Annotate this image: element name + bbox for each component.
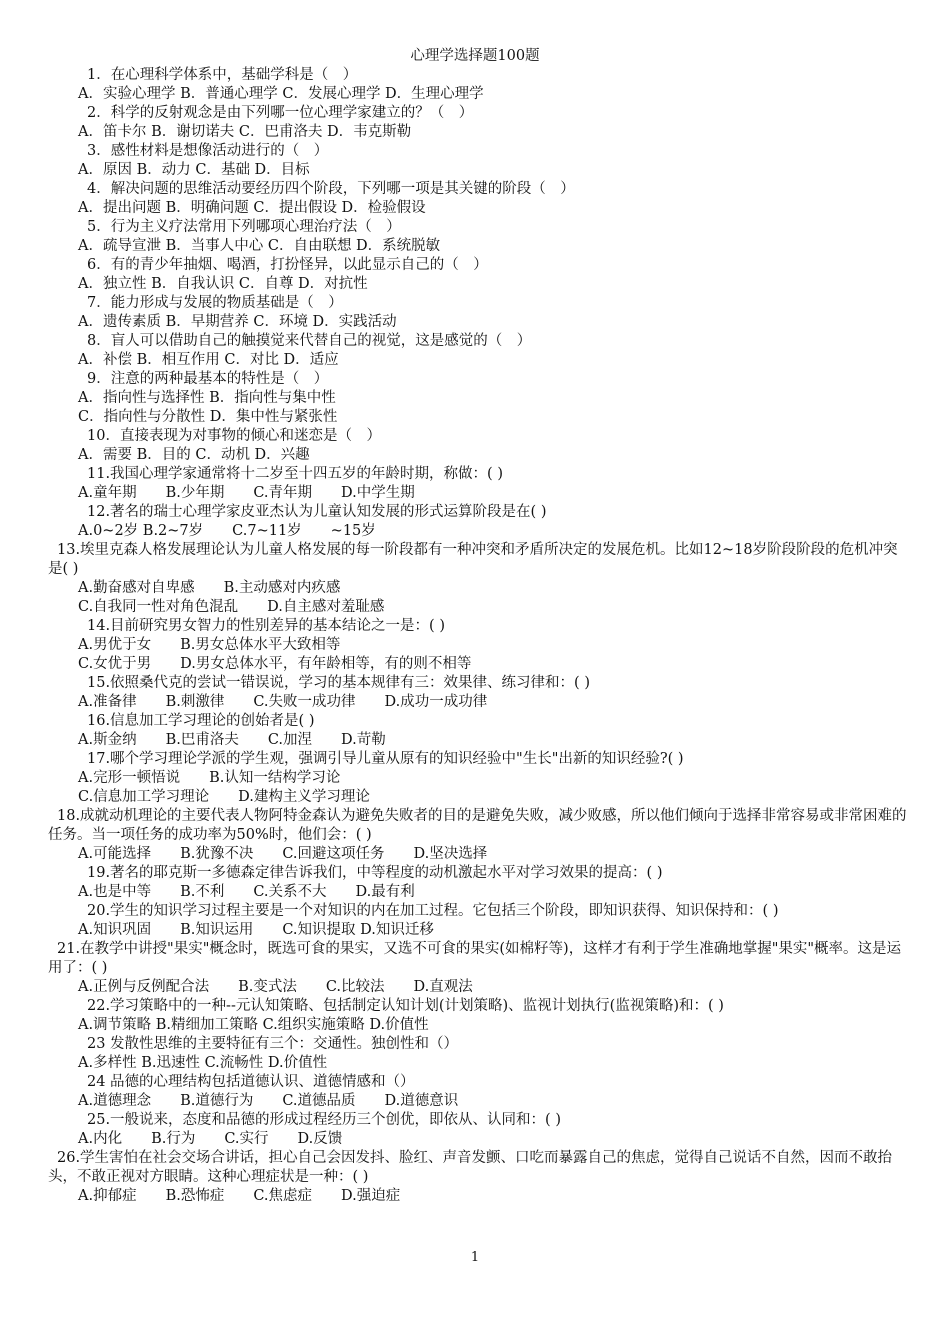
answer-options: A.也是中等 B.不利 C.关系不大 D.最有利 (78, 884, 415, 900)
page-number: 1 (470, 1250, 480, 1265)
question-text: 14.目前研究男女智力的性别差异的基本结论之一是：( ) (87, 618, 445, 634)
answer-options: A．原因 B．动力 C．基础 D．目标 (78, 162, 310, 178)
question-text: 5．行为主义疗法常用下列哪项心理治疗法（ ） (87, 219, 401, 235)
answer-options: A．指向性与选择性 B．指向性与集中性 (78, 390, 336, 406)
question-text: 18.成就动机理论的主要代表人物阿特金森认为避免失败者的目的是避免失败，减少败感，所以他们倾向于选择非常容易或非常困难的任务。当一项任务的成功率为50%时，他们会：( ) (48, 808, 907, 843)
answer-options: A．遗传素质 B．早期营养 C．环境 D．实践活动 (78, 314, 397, 330)
question-text: 13.埃里克森人格发展理论认为儿童人格发展的每一阶段都有一种冲突和矛盾所决定的发展危机。比如12~18岁阶段阶段的危机冲突是( ) (48, 542, 898, 577)
answer-options: A．提出问题 B．明确问题 C．提出假设 D．检验假设 (78, 200, 426, 216)
question-text: 17.哪个学习理论学派的学生观，强调引导儿童从原有的知识经验中"生长"出新的知识经验?( ) (87, 751, 684, 767)
question-text: 26.学生害怕在社会交场合讲话，担心自己会因发抖、脸红、声音发颤、口吃而暴露自己的焦虑，觉得自己说话不自然，因而不敢抬头，不敢正视对方眼睛。这种心理症状是一种：( ) (48, 1150, 893, 1185)
question-text: 22.学习策略中的一种--元认知策略、包括制定认知计划(计划策略)、监视计划执行(监视策略)和：( ) (87, 998, 724, 1014)
question-text: 12.著名的瑞士心理学家皮亚杰认为儿童认知发展的形式运算阶段是在( ) (87, 504, 547, 520)
answer-options: A.准备律 B.刺激律 C.失败一成功律 D.成功一成功律 (78, 694, 488, 710)
question-text: 21.在教学中讲授"果实"概念时，既选可食的果实，又选不可食的果实(如棉籽等)，这样才有利于学生准确地掌握"果实"概率。这是运用了：( ) (48, 941, 902, 976)
question-text: 1．在心理科学体系中，基础学科是（ ） (87, 67, 358, 83)
answer-options: A．实验心理学 B．普通心理学 C．发展心理学 D．生理心理学 (78, 86, 484, 102)
answer-options: A．需要 B．目的 C．动机 D．兴趣 (78, 447, 310, 463)
answer-options: A.斯金纳 B.巴甫洛夫 C.加涅 D.苛勒 (78, 732, 386, 748)
question-text: 24 品德的心理结构包括道德认识、道德情感和（） (87, 1074, 415, 1090)
answer-options: A.正例与反例配合法 B.变式法 C.比较法 D.直观法 (78, 979, 473, 995)
answer-options: C．指向性与分散性 D．集中性与紧张性 (78, 409, 338, 425)
question-text: 9．注意的两种最基本的特性是（ ） (87, 371, 329, 387)
question-text: 2．科学的反射观念是由下列哪一位心理学家建立的？（ ） (87, 105, 474, 121)
answer-options: A.勤奋感对自卑感 B.主动感对内疚感 (78, 580, 341, 596)
question-text: 23 发散性思维的主要特征有三个：交通性。独创性和（） (87, 1036, 459, 1052)
answer-options: A.0~2岁 B.2~7岁 C.7~11岁 ~15岁 (78, 523, 376, 539)
question-text: 10．直接表现为对事物的倾心和迷恋是（ ） (87, 428, 381, 444)
question-text: 4．解决问题的思维活动要经历四个阶段，下列哪一项是其关键的阶段（ ） (87, 181, 575, 197)
answer-options: A.抑郁症 B.恐怖症 C.焦虑症 D.强迫症 (78, 1188, 401, 1204)
question-text: 16.信息加工学习理论的创始者是( ) (87, 713, 315, 729)
answer-options: A．独立性 B．自我认识 C．自尊 D．对抗性 (78, 276, 368, 292)
question-text: 8．盲人可以借助自己的触摸觉来代替自己的视觉，这是感觉的（ ） (87, 333, 532, 349)
answer-options: C.女优于男 D.男女总体水平，有年龄相等，有的则不相等 (78, 656, 472, 672)
answer-options: C.信息加工学习理论 D.建构主义学习理论 (78, 789, 370, 805)
answer-options: A.完形一顿悟说 B.认知一结构学习论 (78, 770, 341, 786)
answer-options: C.自我同一性对角色混乱 D.自主感对羞耻感 (78, 599, 385, 615)
question-list (48, 66, 910, 1206)
question-text: 19.著名的耶克斯一多德森定律告诉我们，中等程度的动机激起水平对学习效果的提高：( ) (87, 865, 663, 881)
answer-options: A.内化 B.行为 C.实行 D.反馈 (78, 1131, 343, 1147)
answer-options: A.调节策略 B.精细加工策略 C.组织实施策略 D.价值性 (78, 1017, 429, 1033)
answer-options: A．笛卡尔 B．谢切诺夫 C．巴甫洛夫 D．韦克斯勒 (78, 124, 412, 140)
answer-options: A.道德理念 B.道德行为 C.道德品质 D.道德意识 (78, 1093, 459, 1109)
question-text: 6．有的青少年抽烟、喝酒，打扮怪异，以此显示自己的（ ） (87, 257, 488, 273)
answer-options: A.童年期 B.少年期 C.青年期 D.中学生期 (78, 485, 415, 501)
question-text: 20.学生的知识学习过程主要是一个对知识的内在加工过程。它包括三个阶段，即知识获得、知识保持和：( ) (87, 903, 779, 919)
question-text: 15.依照桑代克的尝试一错误说，学习的基本规律有三：效果律、练习律和：( ) (87, 675, 590, 691)
answer-options: A.可能选择 B.犹豫不决 C.回避这项任务 D.坚决选择 (78, 846, 488, 862)
question-text: 3．感性材料是想像活动进行的（ ） (87, 143, 329, 159)
answer-options: A.男优于女 B.男女总体水平大致相等 (78, 637, 341, 653)
page-title: 心理学选择题100题 (410, 48, 540, 64)
question-text: 25.一般说来，态度和品德的形成过程经历三个创优，即依从、认同和：( ) (87, 1112, 561, 1128)
answer-options: A.知识巩固 B.知识运用 C.知识提取 D.知识迁移 (78, 922, 434, 938)
answer-options: A.多样性 B.迅速性 C.流畅性 D.价值性 (78, 1055, 328, 1071)
question-text: 7．能力形成与发展的物质基础是（ ） (87, 295, 343, 311)
answer-options: A．补偿 B．相互作用 C．对比 D．适应 (78, 352, 339, 368)
answer-options: A．疏导宣泄 B．当事人中心 C．自由联想 D．系统脱敏 (78, 238, 441, 254)
question-text: 11.我国心理学家通常将十二岁至十四五岁的年龄时期，称做：( ) (87, 466, 503, 482)
